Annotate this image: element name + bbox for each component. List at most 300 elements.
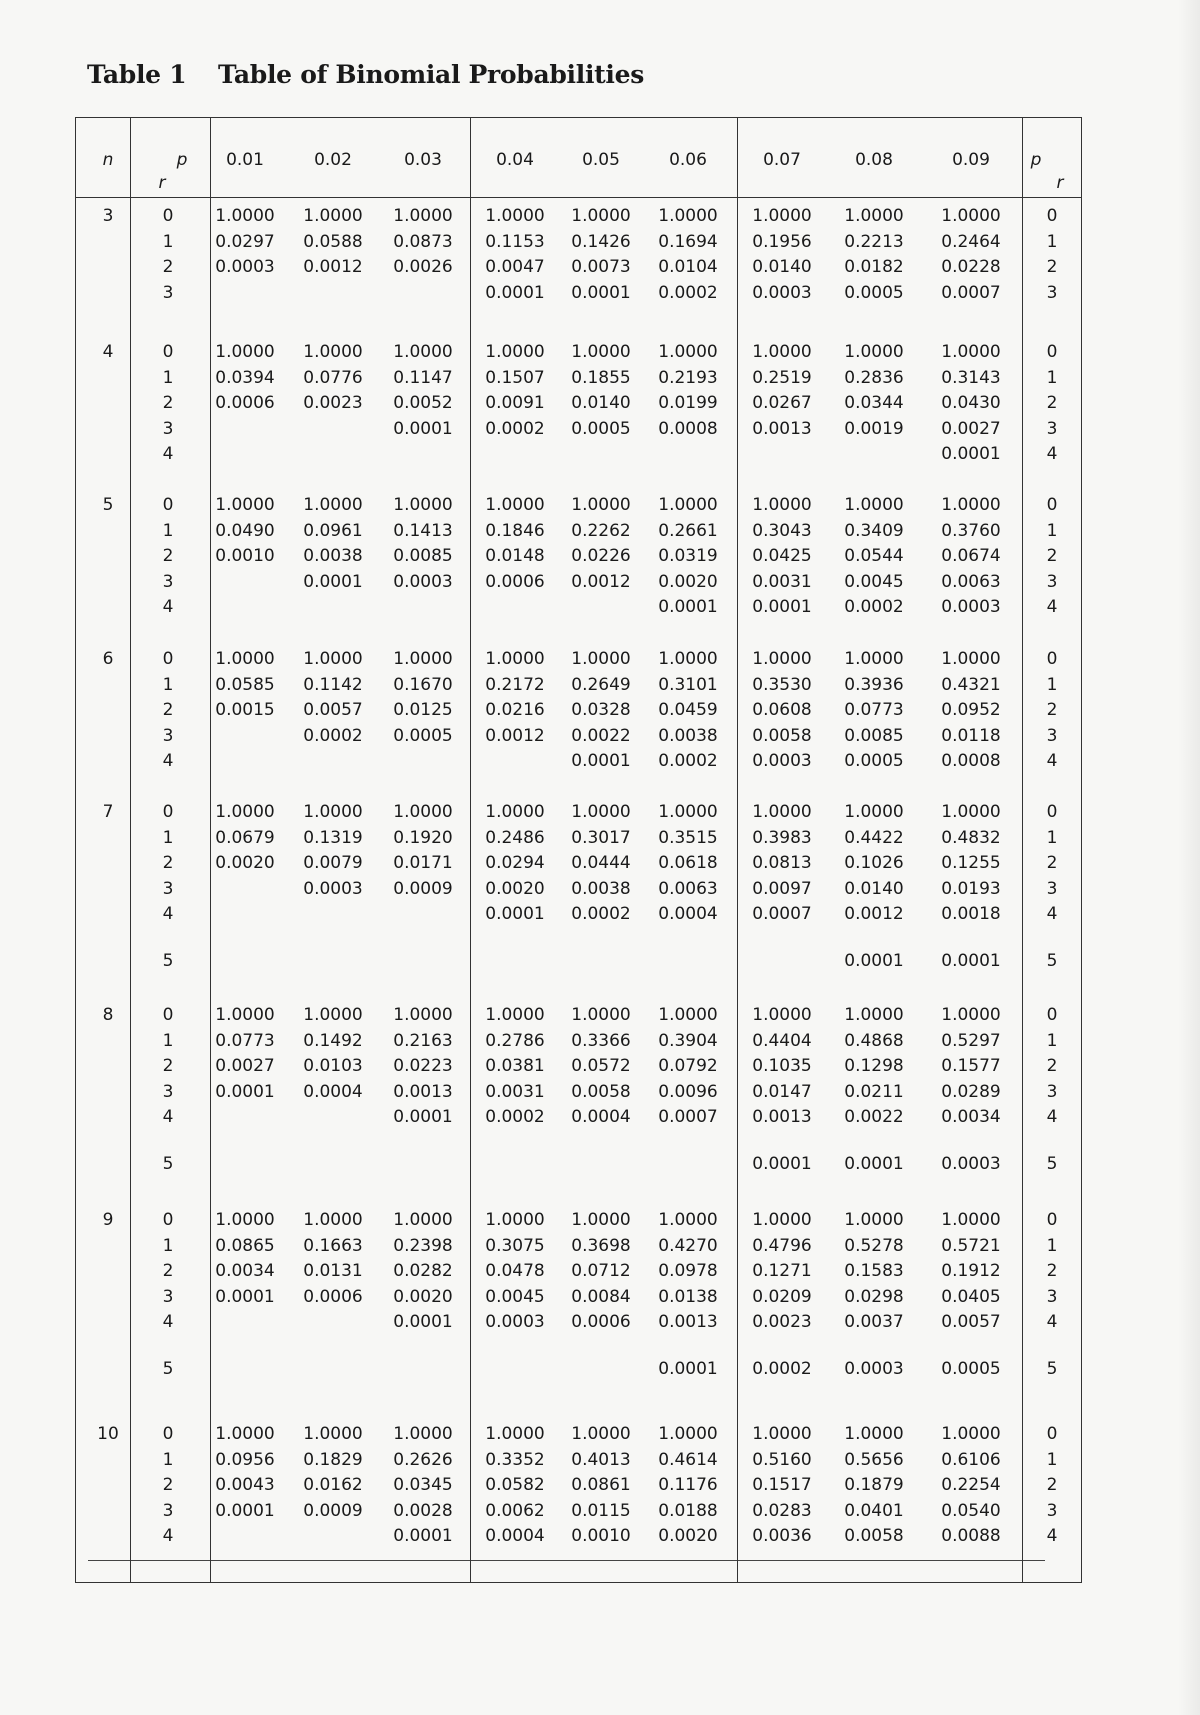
table-cell: 0.0001 [941,444,1001,464]
table-cell: 0.0003 [752,282,812,303]
block-divider-2 [737,117,738,1583]
table-cell: 0.0001 [844,1154,904,1174]
r-value-right: 5 [1046,1359,1058,1379]
table-cell: 1.0000 [844,649,904,669]
table-cell: 0.0003 [303,878,363,899]
r-value: 1 [162,674,174,695]
table-cell: 0.2519 [752,367,812,388]
p-value-header: 0.01 [226,150,264,170]
r-value: 3 [162,1500,174,1521]
table-cell: 1.0000 [658,802,718,822]
table-cell: 0.0294 [485,853,545,873]
table-cell: 0.0001 [752,597,812,617]
table-cell: 0.0023 [752,1312,812,1332]
table-cell: 1.0000 [571,649,631,669]
table-cell: 1.0000 [571,1210,631,1230]
n-column-divider [130,117,131,1583]
table-cell: 0.5297 [941,1030,1001,1051]
table-cell: 0.0118 [941,725,1001,746]
table-cell: 0.4422 [844,827,904,848]
table-cell: 1.0000 [393,1005,453,1025]
table-cell: 1.0000 [303,1005,363,1025]
r-value: 5 [162,951,174,971]
table-cell: 0.0679 [215,827,275,848]
table-cell: 0.0088 [941,1526,1001,1546]
r-value: 4 [162,444,174,464]
p-value-header: 0.02 [314,150,352,170]
table-cell: 0.0073 [571,257,631,277]
r-value-right: 1 [1046,231,1058,252]
table-cell: 1.0000 [752,802,812,822]
table-cell: 1.0000 [215,1210,275,1230]
table-cell: 1.0000 [941,342,1001,362]
table-cell: 0.5656 [844,1449,904,1470]
table-cell: 0.0223 [393,1056,453,1076]
table-cell: 1.0000 [752,495,812,515]
table-cell: 0.0097 [752,878,812,899]
table-cell: 1.0000 [844,1005,904,1025]
r-value-right: 2 [1046,1056,1058,1076]
table-cell: 0.0001 [393,418,453,439]
p-value-header: 0.03 [404,150,442,170]
r-value-right: 3 [1046,571,1058,592]
table-cell: 0.0226 [571,546,631,566]
table-cell: 0.4614 [658,1449,718,1470]
table-cell: 0.0813 [752,853,812,873]
table-cell: 0.1663 [303,1235,363,1256]
table-cell: 0.4868 [844,1030,904,1051]
table-cell: 0.0002 [658,282,718,303]
table-cell: 0.0618 [658,853,718,873]
table-bottom-rule [88,1560,1045,1561]
r-value: 3 [162,725,174,746]
table-cell: 0.0873 [393,231,453,252]
table-cell: 0.0003 [485,1312,545,1332]
r-value-right: 1 [1046,1030,1058,1051]
table-cell: 1.0000 [658,206,718,226]
table-cell: 0.0019 [844,418,904,439]
table-cell: 1.0000 [752,1005,812,1025]
table-cell: 0.0027 [941,418,1001,439]
table-cell: 0.1298 [844,1056,904,1076]
table-cell: 0.3017 [571,827,631,848]
r-value: 3 [162,571,174,592]
table-cell: 0.0020 [658,1526,718,1546]
n-value: 8 [102,1005,114,1025]
table-cell: 0.0034 [215,1261,275,1281]
table-cell: 1.0000 [303,649,363,669]
table-cell: 0.0171 [393,853,453,873]
table-cell: 0.0405 [941,1286,1001,1307]
table-cell: 0.3043 [752,520,812,541]
table-cell: 0.0096 [658,1081,718,1102]
table-cell: 1.0000 [215,1424,275,1444]
table-cell: 0.0020 [485,878,545,899]
r-value-right: 0 [1046,1210,1058,1230]
table-cell: 1.0000 [303,1210,363,1230]
table-cell: 0.1912 [941,1261,1001,1281]
r-value-right: 0 [1046,1424,1058,1444]
table-cell: 0.0004 [303,1081,363,1102]
table-cell: 0.0018 [941,904,1001,924]
table-cell: 1.0000 [752,649,812,669]
table-cell: 0.0978 [658,1261,718,1281]
r-value: 4 [162,597,174,617]
table-cell: 0.0007 [941,282,1001,303]
r-value-right: 2 [1046,1261,1058,1281]
table-cell: 0.0012 [485,725,545,746]
r-value-right: 0 [1046,649,1058,669]
table-cell: 0.0199 [658,393,718,413]
table-cell: 0.1255 [941,853,1001,873]
table-cell: 0.1517 [752,1475,812,1495]
table-cell: 0.0002 [752,1359,812,1379]
p-header-right: p [1030,150,1042,170]
r-value-right: 4 [1046,597,1058,617]
table-cell: 0.1694 [658,231,718,252]
r-value: 2 [162,700,174,720]
table-cell: 0.1670 [393,674,453,695]
table-cell: 0.0058 [571,1081,631,1102]
table-cell: 0.1829 [303,1449,363,1470]
table-cell: 0.0345 [393,1475,453,1495]
table-cell: 0.2398 [393,1235,453,1256]
table-cell: 1.0000 [844,802,904,822]
table-cell: 0.0085 [844,725,904,746]
r-value-right: 2 [1046,546,1058,566]
table-cell: 0.0182 [844,257,904,277]
table-cell: 0.0319 [658,546,718,566]
table-cell: 1.0000 [844,1424,904,1444]
table-cell: 1.0000 [941,495,1001,515]
table-cell: 0.2213 [844,231,904,252]
table-cell: 1.0000 [215,495,275,515]
table-cell: 0.1413 [393,520,453,541]
table-cell: 0.0282 [393,1261,453,1281]
p-value-header: 0.06 [669,150,707,170]
r-value: 1 [162,231,174,252]
p-value-header: 0.07 [763,150,801,170]
r-value: 5 [162,1359,174,1379]
table-cell: 0.0006 [215,393,275,413]
table-cell: 0.0001 [658,1359,718,1379]
table-cell: 0.0020 [215,853,275,873]
table-cell: 0.0773 [844,700,904,720]
table-cell: 0.0003 [215,257,275,277]
table-cell: 0.0004 [485,1526,545,1546]
table-cell: 0.0001 [752,1154,812,1174]
table-cell: 0.0001 [485,904,545,924]
table-cell: 0.0020 [658,571,718,592]
table-cell: 0.0015 [215,700,275,720]
table-cell: 1.0000 [941,206,1001,226]
table-cell: 0.5278 [844,1235,904,1256]
table-cell: 1.0000 [485,802,545,822]
r-value: 1 [162,520,174,541]
table-cell: 0.0012 [571,571,631,592]
table-cell: 0.0588 [303,231,363,252]
table-cell: 0.0038 [571,878,631,899]
table-cell: 0.0013 [752,1107,812,1127]
table-cell: 1.0000 [303,206,363,226]
table-cell: 0.1583 [844,1261,904,1281]
table-cell: 1.0000 [571,495,631,515]
table-cell: 0.3760 [941,520,1001,541]
page-edge-shadow [1178,0,1200,1715]
table-cell: 0.0001 [941,951,1001,971]
table-cell: 1.0000 [303,495,363,515]
table-cell: 1.0000 [485,495,545,515]
r-value-right: 1 [1046,520,1058,541]
table-cell: 0.0540 [941,1500,1001,1521]
table-cell: 0.3366 [571,1030,631,1051]
table-cell: 0.3698 [571,1235,631,1256]
r-value-right: 4 [1046,1526,1058,1546]
n-value: 10 [97,1424,119,1444]
r-value: 0 [162,1424,174,1444]
table-cell: 0.0004 [571,1107,631,1127]
table-cell: 0.0009 [303,1500,363,1521]
table-cell: 0.2262 [571,520,631,541]
n-value: 3 [102,206,114,226]
table-cell: 1.0000 [844,342,904,362]
table-cell: 0.0052 [393,393,453,413]
r-value: 3 [162,1081,174,1102]
table-cell: 0.0091 [485,393,545,413]
table-cell: 0.0952 [941,700,1001,720]
r-value-right: 5 [1046,1154,1058,1174]
table-cell: 0.3101 [658,674,718,695]
table-cell: 0.0125 [393,700,453,720]
n-value: 7 [102,802,114,822]
table-cell: 0.0444 [571,853,631,873]
table-cell: 1.0000 [658,1210,718,1230]
r-value: 3 [162,878,174,899]
table-cell: 0.3409 [844,520,904,541]
table-cell: 0.0002 [658,751,718,771]
r-value: 2 [162,1475,174,1495]
r-value-right: 2 [1046,393,1058,413]
table-cell: 0.5160 [752,1449,812,1470]
table-cell: 0.4270 [658,1235,718,1256]
table-cell: 1.0000 [658,495,718,515]
r-header-right: r [1056,173,1064,193]
table-cell: 0.0430 [941,393,1001,413]
table-cell: 1.0000 [393,1210,453,1230]
table-cell: 0.0001 [215,1286,275,1307]
table-cell: 0.0013 [658,1312,718,1332]
r-value: 0 [162,206,174,226]
table-cell: 0.0010 [215,546,275,566]
table-cell: 0.6106 [941,1449,1001,1470]
r-value-right: 3 [1046,725,1058,746]
table-cell: 0.1846 [485,520,545,541]
table-cell: 0.1035 [752,1056,812,1076]
table-cell: 0.0131 [303,1261,363,1281]
r-value-right: 0 [1046,495,1058,515]
table-cell: 0.0140 [571,393,631,413]
r-value-right: 1 [1046,1235,1058,1256]
table-cell: 0.0147 [752,1081,812,1102]
table-cell: 1.0000 [844,1210,904,1230]
table-cell: 0.0005 [941,1359,1001,1379]
r-value: 1 [162,827,174,848]
table-cell: 0.0047 [485,257,545,277]
r-value-right: 3 [1046,1500,1058,1521]
r-value: 1 [162,1449,174,1470]
table-cell: 0.1920 [393,827,453,848]
table-cell: 1.0000 [571,342,631,362]
table-cell: 0.2661 [658,520,718,541]
table-cell: 0.0005 [393,725,453,746]
table-cell: 0.0140 [844,878,904,899]
table-cell: 0.0009 [393,878,453,899]
r-value: 1 [162,1030,174,1051]
table-cell: 0.2193 [658,367,718,388]
header-rule [75,197,1082,198]
table-cell: 0.0228 [941,257,1001,277]
table-cell: 0.0001 [485,282,545,303]
table-cell: 0.0031 [485,1081,545,1102]
table-cell: 1.0000 [393,649,453,669]
table-cell: 1.0000 [393,342,453,362]
table-cell: 0.0006 [571,1312,631,1332]
table-cell: 1.0000 [393,1424,453,1444]
table-cell: 1.0000 [485,1005,545,1025]
table-cell: 0.0001 [303,571,363,592]
table-cell: 1.0000 [941,1424,1001,1444]
table-cell: 1.0000 [485,649,545,669]
r-value: 4 [162,751,174,771]
r-value-right: 3 [1046,1286,1058,1307]
table-cell: 0.0010 [571,1526,631,1546]
r-value: 4 [162,904,174,924]
table-cell: 0.1153 [485,231,545,252]
table-cell: 0.0005 [571,418,631,439]
n-header: n [102,150,114,170]
table-cell: 0.0459 [658,700,718,720]
table-cell: 1.0000 [844,495,904,515]
table-cell: 0.0328 [571,700,631,720]
table-cell: 0.0057 [941,1312,1001,1332]
table-cell: 0.0478 [485,1261,545,1281]
table-cell: 0.3904 [658,1030,718,1051]
r-value-right: 2 [1046,1475,1058,1495]
table-cell: 0.1319 [303,827,363,848]
table-cell: 1.0000 [571,206,631,226]
table-cell: 0.0062 [485,1500,545,1521]
table-cell: 0.0013 [752,418,812,439]
table-cell: 0.0148 [485,546,545,566]
table-number: Table 1 [87,60,187,89]
r-header: r [158,173,166,193]
r-value: 4 [162,1107,174,1127]
table-cell: 0.3075 [485,1235,545,1256]
table-cell: 0.1271 [752,1261,812,1281]
r-value: 3 [162,282,174,303]
table-cell: 0.0298 [844,1286,904,1307]
table-cell: 1.0000 [752,1210,812,1230]
r-value-right: 5 [1046,951,1058,971]
table-cell: 1.0000 [571,1424,631,1444]
table-cell: 0.0162 [303,1475,363,1495]
table-cell: 0.0079 [303,853,363,873]
r-value-right: 2 [1046,700,1058,720]
table-cell: 0.3143 [941,367,1001,388]
table-title: Table of Binomial Probabilities [218,60,644,89]
table-cell: 0.0865 [215,1235,275,1256]
table-cell: 1.0000 [485,1424,545,1444]
r-value-right: 2 [1046,853,1058,873]
r-value: 2 [162,546,174,566]
table-cell: 1.0000 [485,1210,545,1230]
table-cell: 0.4796 [752,1235,812,1256]
table-cell: 1.0000 [393,495,453,515]
table-cell: 1.0000 [571,802,631,822]
r-value-right: 4 [1046,444,1058,464]
r-value-right: 1 [1046,674,1058,695]
table-cell: 0.0023 [303,393,363,413]
table-cell: 0.0063 [658,878,718,899]
table-cell: 0.0003 [844,1359,904,1379]
table-cell: 0.0344 [844,393,904,413]
table-cell: 0.0582 [485,1475,545,1495]
table-cell: 0.0007 [752,904,812,924]
table-cell: 1.0000 [215,342,275,362]
r-value: 2 [162,257,174,277]
table-cell: 0.0003 [393,571,453,592]
table-cell: 0.0572 [571,1056,631,1076]
table-cell: 0.0008 [941,751,1001,771]
r-value-right: 4 [1046,1107,1058,1127]
table-cell: 0.0003 [941,1154,1001,1174]
table-cell: 0.5721 [941,1235,1001,1256]
p-value-header: 0.04 [496,150,534,170]
r-value: 4 [162,1526,174,1546]
r-value-right: 2 [1046,257,1058,277]
r-value-right: 3 [1046,878,1058,899]
r-value: 2 [162,1261,174,1281]
r-value: 5 [162,1154,174,1174]
table-cell: 0.0712 [571,1261,631,1281]
r-value-right: 3 [1046,1081,1058,1102]
table-cell: 1.0000 [215,802,275,822]
table-cell: 1.0000 [393,206,453,226]
table-cell: 0.0001 [844,951,904,971]
table-cell: 0.0020 [393,1286,453,1307]
table-cell: 0.3983 [752,827,812,848]
table-cell: 0.0115 [571,1500,631,1521]
table-cell: 0.3515 [658,827,718,848]
r-value: 0 [162,342,174,362]
table-cell: 0.1142 [303,674,363,695]
n-value: 9 [102,1210,114,1230]
table-cell: 0.0005 [844,282,904,303]
table-cell: 0.1426 [571,231,631,252]
table-cell: 1.0000 [393,802,453,822]
table-cell: 0.4404 [752,1030,812,1051]
table-cell: 0.2836 [844,367,904,388]
table-cell: 0.0425 [752,546,812,566]
table-cell: 0.0038 [303,546,363,566]
r-value-right: 0 [1046,1005,1058,1025]
table-cell: 1.0000 [303,342,363,362]
table-cell: 1.0000 [215,1005,275,1025]
table-cell: 1.0000 [303,802,363,822]
table-cell: 1.0000 [941,1210,1001,1230]
table-cell: 0.1176 [658,1475,718,1495]
n-value: 6 [102,649,114,669]
